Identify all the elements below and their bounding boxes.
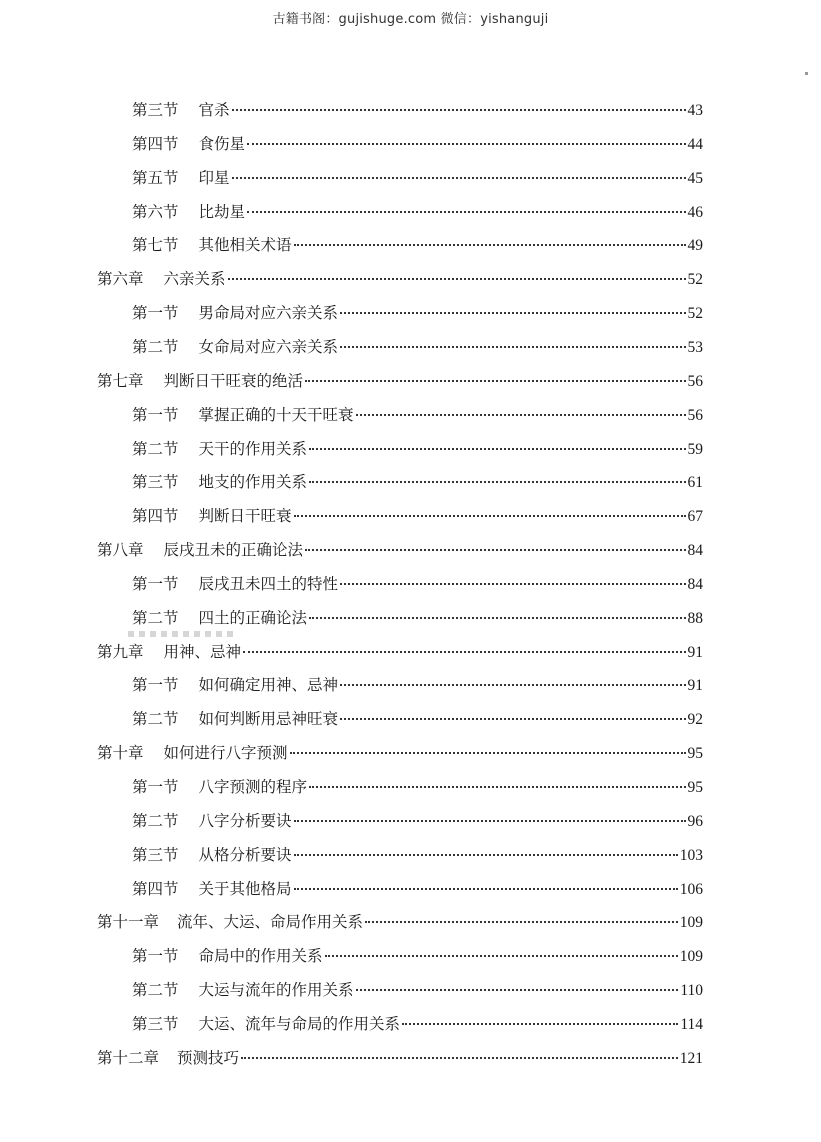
toc-entry-page: 52 xyxy=(687,271,703,289)
dot-leader xyxy=(305,549,685,551)
toc-entry-title: 从格分析要诀 xyxy=(198,845,292,864)
toc-entry-number: 第四节 xyxy=(132,507,179,526)
toc-entry-chapter[interactable] xyxy=(97,1047,703,1069)
toc-entry-section[interactable] xyxy=(132,776,703,798)
toc-entry-number: 第二节 xyxy=(132,439,179,458)
toc-entry-page: 67 xyxy=(687,508,703,526)
toc-entry-number: 第一节 xyxy=(132,405,179,424)
dot-leader xyxy=(340,684,685,686)
toc-entry-page: 46 xyxy=(687,203,703,221)
toc-entry-title: 预测技巧 xyxy=(177,1048,240,1067)
toc-entry-chapter[interactable] xyxy=(97,742,703,764)
toc-entry-title: 食伤星 xyxy=(198,134,246,153)
toc-entry-page: 96 xyxy=(687,812,703,830)
toc-entry-page: 88 xyxy=(687,609,703,627)
toc-entry-number: 第三节 xyxy=(132,845,179,864)
toc-entry-page: 109 xyxy=(679,948,703,966)
toc-entry-title: 命局中的作用关系 xyxy=(198,947,323,966)
toc-entry-section[interactable] xyxy=(132,336,703,358)
toc-entry-title: 官杀 xyxy=(198,101,230,119)
toc-entry-section[interactable] xyxy=(132,505,703,527)
dot-leader xyxy=(294,854,678,856)
toc-entry-page: 109 xyxy=(679,914,703,932)
toc-entry-title: 判断日干旺衰 xyxy=(198,507,292,526)
dot-leader xyxy=(294,888,678,890)
toc-entry-title: 辰戌丑未四土的特性 xyxy=(198,574,339,593)
toc-entry-section[interactable] xyxy=(132,573,703,595)
toc-entry-page: 43 xyxy=(687,102,703,119)
toc-entry-number: 第四节 xyxy=(132,134,179,153)
toc-entry-section[interactable] xyxy=(132,1013,703,1035)
toc-entry-page: 92 xyxy=(687,711,703,729)
toc-entry-page: 53 xyxy=(687,338,703,356)
dot-leader xyxy=(232,109,686,111)
toc-entry-section[interactable] xyxy=(132,810,703,832)
dot-leader xyxy=(340,346,685,348)
toc-entry-section[interactable] xyxy=(132,471,703,493)
toc-entry-number: 第一节 xyxy=(132,574,179,593)
dot-leader xyxy=(356,414,686,416)
toc-entry-chapter[interactable] xyxy=(97,370,703,392)
toc-entry-title: 判断日干旺衰的绝活 xyxy=(163,371,304,390)
toc-entry-title: 大运与流年的作用关系 xyxy=(198,981,354,1000)
toc-entry-page: 84 xyxy=(687,575,703,593)
toc-entry-page: 95 xyxy=(687,745,703,763)
dot-leader xyxy=(247,143,685,145)
dot-leader xyxy=(325,955,678,957)
toc-entry-number: 第六节 xyxy=(132,202,179,221)
dot-leader xyxy=(294,820,686,822)
toc-entry-chapter[interactable] xyxy=(97,641,703,663)
dot-leader xyxy=(243,651,685,653)
dot-leader xyxy=(228,278,686,280)
toc-entry-page: 84 xyxy=(687,542,703,560)
dot-leader xyxy=(294,515,686,517)
toc-entry-number: 第七章 xyxy=(97,371,144,390)
toc-entry-title: 地支的作用关系 xyxy=(198,473,308,492)
toc-entry-number: 第十章 xyxy=(97,744,144,763)
toc-entry-page: 91 xyxy=(687,677,703,695)
toc-entry-page: 44 xyxy=(687,135,703,153)
dot-leader xyxy=(340,583,685,585)
toc-entry-title: 如何确定用神、忌神 xyxy=(198,676,339,695)
toc-entry-number: 第十一章 xyxy=(97,913,160,932)
toc-entry-section[interactable] xyxy=(132,302,703,324)
toc-entry-section[interactable] xyxy=(132,674,703,696)
toc-entry-title: 六亲关系 xyxy=(163,270,226,289)
toc-entry-number: 第二节 xyxy=(132,337,179,356)
toc-entry-title: 比劫星 xyxy=(198,202,246,221)
dot-leader xyxy=(290,752,686,754)
toc-entry-number: 第二节 xyxy=(132,811,179,830)
toc-entry-number: 第六章 xyxy=(97,270,144,289)
toc-entry-number: 第九章 xyxy=(97,642,144,661)
dot-leader xyxy=(305,380,685,382)
toc-entry-title: 八字预测的程序 xyxy=(198,778,308,796)
toc-entry-number: 第二节 xyxy=(132,981,179,1000)
toc-entry-chapter[interactable] xyxy=(97,911,703,933)
toc-entry-number: 第一节 xyxy=(132,304,179,323)
dot-leader xyxy=(294,244,686,246)
toc-entry-chapter[interactable] xyxy=(97,268,703,290)
toc-entry-page: 52 xyxy=(687,305,703,323)
toc-entry-title: 如何进行八字预测 xyxy=(163,744,288,763)
toc-entry-number: 第一节 xyxy=(132,947,179,966)
toc-entry-number: 第二节 xyxy=(132,710,179,729)
dot-leader xyxy=(356,989,679,991)
toc-entry-section[interactable] xyxy=(132,404,703,426)
toc-entry-title: 印星 xyxy=(198,168,230,187)
toc-entry-page: 106 xyxy=(679,880,703,898)
toc-entry-number: 第三节 xyxy=(132,1014,179,1033)
toc-entry-number: 第三节 xyxy=(132,101,179,119)
toc-entry-title: 其他相关术语 xyxy=(198,236,292,255)
toc-entry-number: 第十二章 xyxy=(97,1048,160,1067)
toc-entry-title: 大运、流年与命局的作用关系 xyxy=(198,1014,401,1033)
toc-entry-title: 用神、忌神 xyxy=(163,642,242,661)
toc-entry-section[interactable] xyxy=(132,945,703,967)
toc-entry-page: 61 xyxy=(687,474,703,492)
toc-entry-title: 女命局对应六亲关系 xyxy=(198,337,339,356)
toc-entry-title: 八字分析要诀 xyxy=(198,811,292,830)
toc-entry-number: 第五节 xyxy=(132,168,179,187)
toc-entry-section[interactable] xyxy=(132,201,703,223)
toc-entry-section[interactable] xyxy=(132,438,703,460)
toc-entry-title: 四土的正确论法 xyxy=(198,608,308,627)
toc-entry-title: 天干的作用关系 xyxy=(198,439,308,458)
toc-entry-section[interactable] xyxy=(132,133,703,155)
dot-leader xyxy=(309,448,685,450)
toc-entry-section[interactable] xyxy=(132,99,703,121)
toc-entry-page: 91 xyxy=(687,643,703,661)
dot-leader xyxy=(232,177,686,179)
toc-entry-page: 121 xyxy=(679,1049,703,1067)
toc-entry-title: 如何判断用忌神旺衰 xyxy=(198,710,339,729)
dot-leader xyxy=(402,1023,678,1025)
toc-entry-number: 第四节 xyxy=(132,879,179,898)
toc-entry-page: 45 xyxy=(687,169,703,187)
toc-entry-page: 103 xyxy=(679,846,703,864)
dot-leader xyxy=(241,1057,678,1059)
toc-entry-title: 男命局对应六亲关系 xyxy=(198,304,339,323)
toc-entry-title: 掌握正确的十天干旺衰 xyxy=(198,405,354,424)
toc-entry-number: 第一节 xyxy=(132,676,179,695)
toc-entry-section[interactable] xyxy=(132,167,703,189)
toc-entry-section[interactable] xyxy=(132,979,703,1001)
toc-entry-page: 110 xyxy=(680,982,703,1000)
toc-entry-title: 辰戌丑未的正确论法 xyxy=(163,541,304,560)
toc-entry-number: 第八章 xyxy=(97,541,144,560)
toc-entry-section[interactable] xyxy=(132,878,703,900)
toc-entry-section[interactable] xyxy=(132,607,703,629)
dot-leader xyxy=(247,211,685,213)
watermark-header: 古籍书阁：gujishuge.com 微信：yishanguji xyxy=(272,12,549,27)
dot-leader xyxy=(340,312,685,314)
toc-entry-chapter[interactable] xyxy=(97,539,703,561)
toc-entry-page: 95 xyxy=(687,779,703,796)
toc-entry-page: 56 xyxy=(687,406,703,424)
toc-entry-page: 49 xyxy=(687,237,703,255)
toc-entry-page: 59 xyxy=(687,440,703,458)
dot-leader xyxy=(309,481,685,483)
toc-entry-page: 114 xyxy=(680,1015,703,1033)
dot-leader xyxy=(365,921,678,923)
toc-entry-section[interactable] xyxy=(132,708,703,730)
dot-leader xyxy=(340,718,685,720)
toc-entry-title: 流年、大运、命局作用关系 xyxy=(177,913,364,932)
dot-leader xyxy=(309,617,685,619)
toc-entry-section[interactable] xyxy=(132,844,703,866)
toc-entry-page: 56 xyxy=(687,372,703,390)
toc-entry-number: 第一节 xyxy=(132,778,179,796)
toc-entry-section[interactable] xyxy=(132,234,703,256)
toc-entry-number: 第三节 xyxy=(132,473,179,492)
dot-leader xyxy=(309,786,685,788)
toc-entry-title: 关于其他格局 xyxy=(198,879,292,898)
toc-entry-number: 第二节 xyxy=(132,608,179,627)
toc-entry-number: 第七节 xyxy=(132,236,179,255)
